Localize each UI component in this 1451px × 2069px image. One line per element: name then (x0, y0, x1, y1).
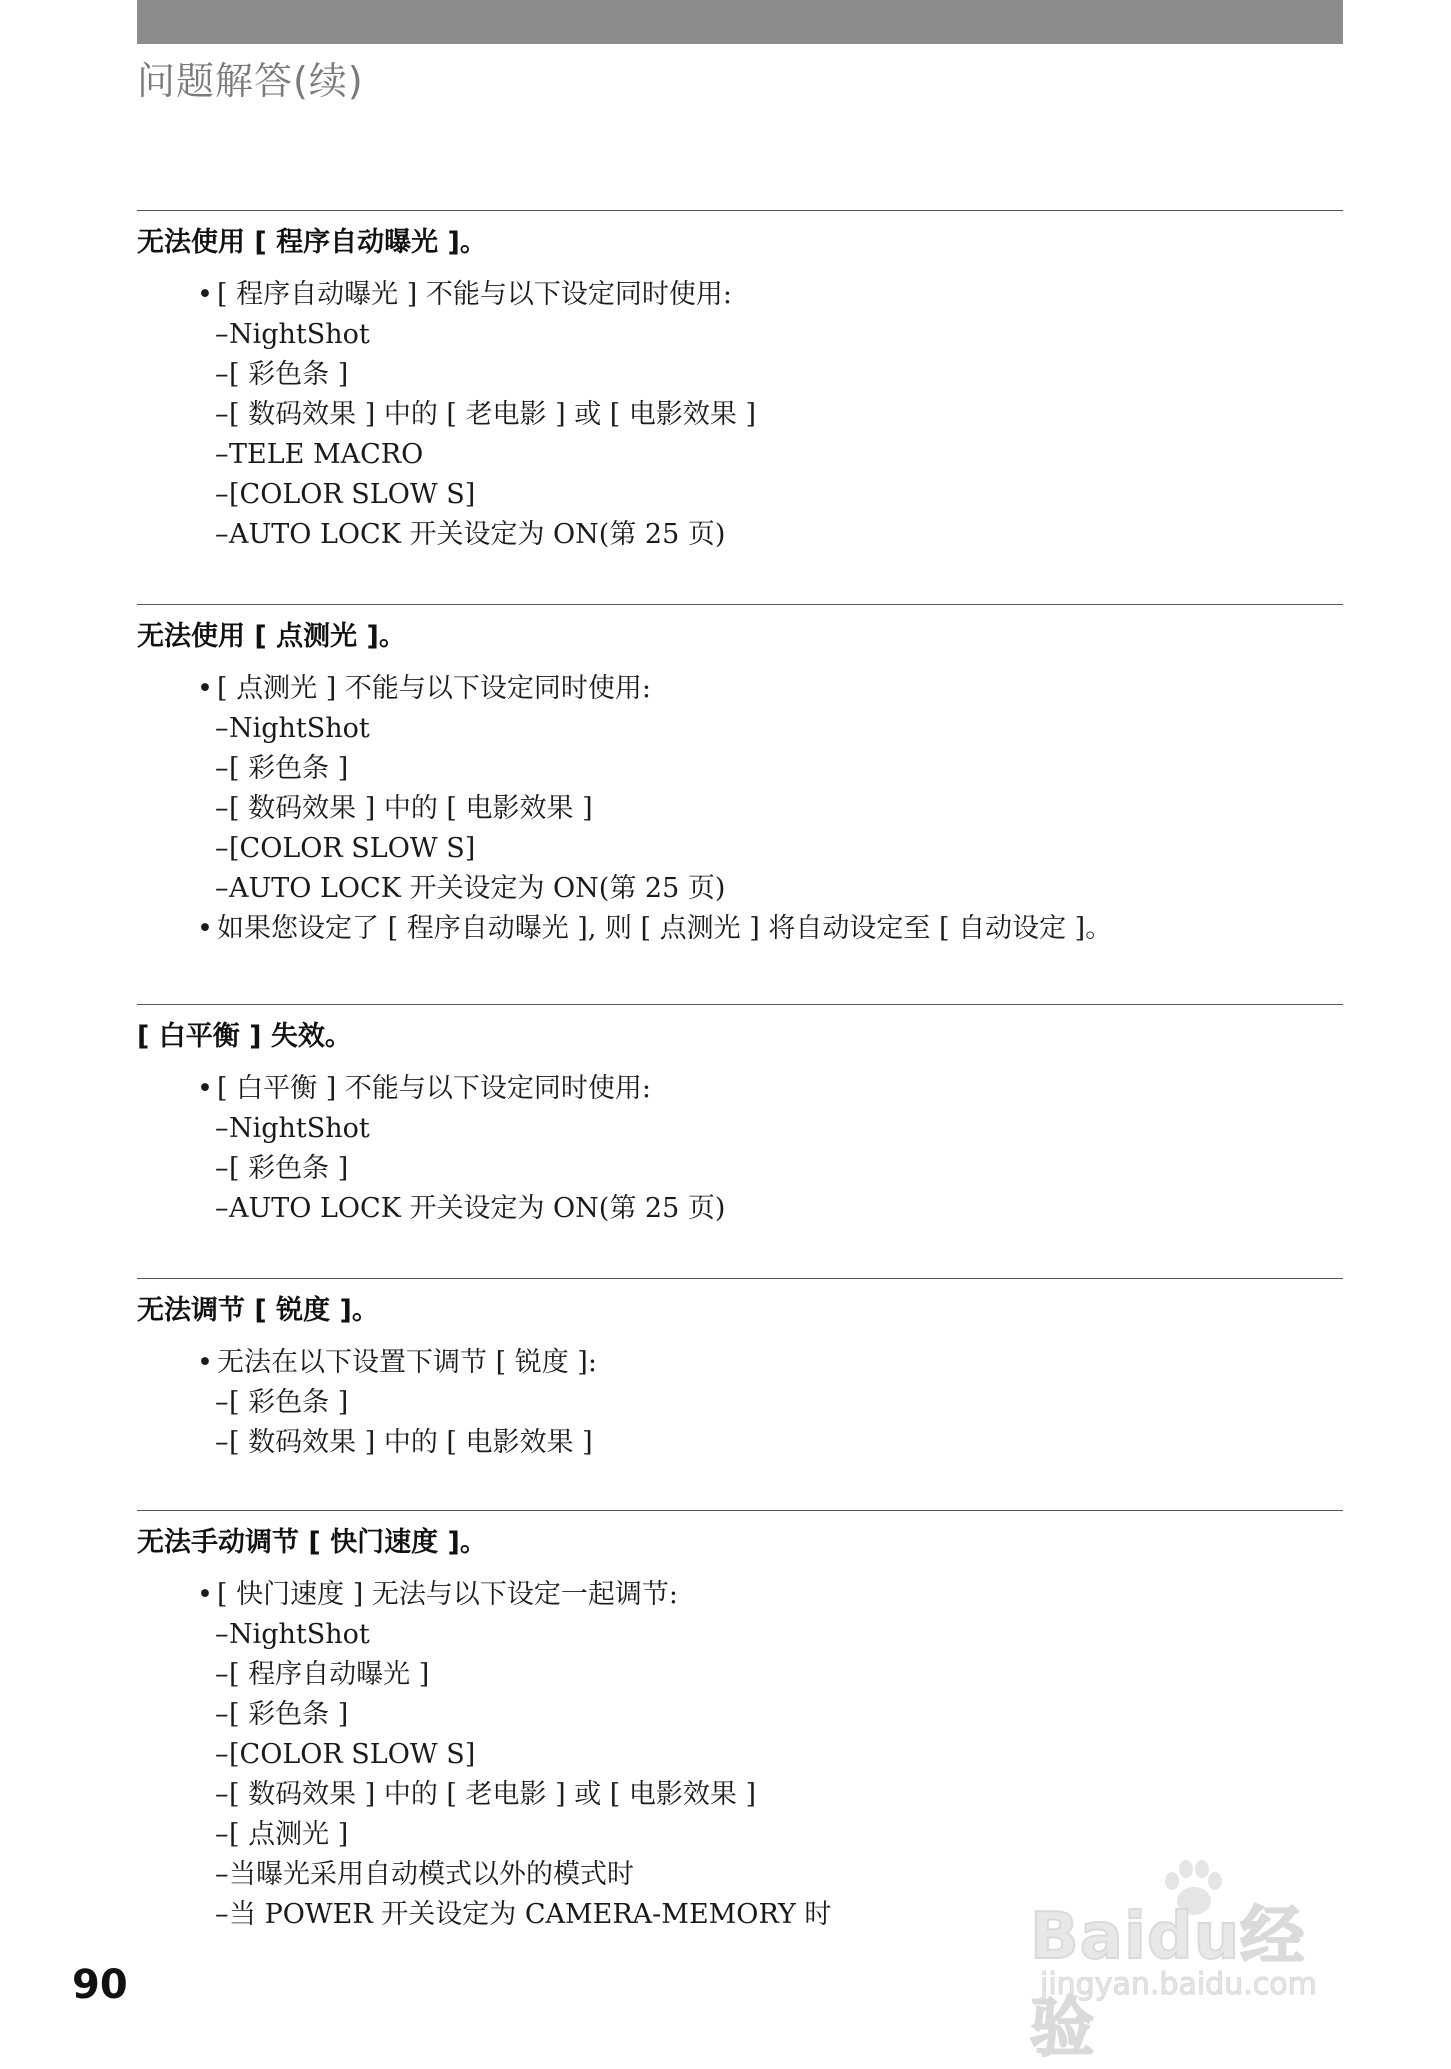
watermark-logo-text: Baidu经验 (1030, 1900, 1306, 2066)
dash-marker: – (215, 713, 229, 744)
section-body (137, 1343, 1343, 1463)
dash-marker: – (215, 1779, 229, 1810)
dash-marker: – (215, 1899, 229, 1930)
item-text: [COLOR SLOW S] (229, 833, 476, 864)
item-text: 无法在以下设置下调节 [ 锐度 ]: (217, 1347, 597, 1378)
section-body (137, 275, 1343, 555)
dash-marker: – (215, 1113, 229, 1144)
page-number: 90 (72, 1962, 128, 2008)
dash-item (137, 1735, 1343, 1775)
dash-item (137, 355, 1343, 395)
dash-marker: – (215, 1153, 229, 1184)
dash-item (137, 1189, 1343, 1229)
item-text: [ 点测光 ] 不能与以下设定同时使用: (217, 673, 651, 704)
dash-item (137, 1423, 1343, 1463)
bullet-marker: • (197, 279, 213, 310)
dash-marker: – (215, 1193, 229, 1224)
item-text: 如果您设定了 [ 程序自动曝光 ], 则 [ 点测光 ] 将自动设定至 [ 自动设定 ]。 (217, 913, 1113, 944)
bullet-marker: • (197, 913, 213, 944)
dash-item (137, 1815, 1343, 1855)
section-body (137, 1069, 1343, 1229)
dash-marker: – (215, 1739, 229, 1770)
dash-item (137, 1695, 1343, 1735)
bullet-item (137, 909, 1343, 949)
dash-item (137, 749, 1343, 789)
bullet-marker: • (197, 1073, 213, 1104)
dash-item (137, 435, 1343, 475)
dash-marker: – (215, 793, 229, 824)
item-text: NightShot (229, 713, 370, 744)
item-text: 当曝光采用自动模式以外的模式时 (229, 1859, 634, 1890)
bullet-marker: • (197, 673, 213, 704)
item-text: [ 白平衡 ] 不能与以下设定同时使用: (217, 1073, 651, 1104)
dash-marker: – (215, 833, 229, 864)
dash-marker: – (215, 519, 229, 550)
item-text: [ 彩色条 ] (229, 1387, 349, 1418)
bullet-item (137, 669, 1343, 709)
item-text: [ 彩色条 ] (229, 359, 349, 390)
item-text: [ 数码效果 ] 中的 [ 电影效果 ] (229, 793, 593, 824)
item-text: NightShot (229, 1619, 370, 1650)
dash-marker: – (215, 873, 229, 904)
item-text: [ 数码效果 ] 中的 [ 老电影 ] 或 [ 电影效果 ] (229, 1779, 757, 1810)
header-bar (137, 0, 1343, 44)
bullet-item (137, 275, 1343, 315)
item-text: TELE MACRO (229, 439, 424, 470)
bullet-item (137, 1069, 1343, 1109)
item-text: NightShot (229, 1113, 370, 1144)
watermark-url: jingyan.baidu.com (1040, 1967, 1317, 2002)
item-text: [ 彩色条 ] (229, 753, 349, 784)
item-text: [ 数码效果 ] 中的 [ 老电影 ] 或 [ 电影效果 ] (229, 399, 757, 430)
dash-marker: – (215, 1619, 229, 1650)
section-title: 无法使用 [ 程序自动曝光 ]。 (137, 227, 487, 258)
faq-section (137, 604, 1343, 949)
item-text: [ 点测光 ] (229, 1819, 349, 1850)
item-text: [ 彩色条 ] (229, 1699, 349, 1730)
section-title: 无法使用 [ 点测光 ]。 (137, 621, 406, 652)
dash-item (137, 829, 1343, 869)
dash-marker: – (215, 359, 229, 390)
item-text: AUTO LOCK 开关设定为 ON(第 25 页) (229, 873, 726, 904)
dash-item (137, 315, 1343, 355)
faq-section (137, 1278, 1343, 1463)
dash-marker: – (215, 479, 229, 510)
page-title: 问题解答(续) (137, 59, 364, 103)
dash-marker: – (215, 1659, 229, 1690)
dash-marker: – (215, 319, 229, 350)
dash-item (137, 789, 1343, 829)
dash-item (137, 869, 1343, 909)
dash-item (137, 1109, 1343, 1149)
dash-item (137, 1383, 1343, 1423)
item-text: [ 数码效果 ] 中的 [ 电影效果 ] (229, 1427, 593, 1458)
item-text: [ 彩色条 ] (229, 1153, 349, 1184)
dash-marker: – (215, 399, 229, 430)
dash-marker: – (215, 1699, 229, 1730)
bullet-marker: • (197, 1579, 213, 1610)
item-text: NightShot (229, 319, 370, 350)
dash-marker: – (215, 1859, 229, 1890)
dash-item (137, 709, 1343, 749)
item-text: [ 程序自动曝光 ] (229, 1659, 430, 1690)
dash-item (137, 1655, 1343, 1695)
section-title: [ 白平衡 ] 失效。 (137, 1021, 352, 1052)
dash-marker: – (215, 1387, 229, 1418)
bullet-item (137, 1575, 1343, 1615)
dash-item (137, 515, 1343, 555)
faq-section (137, 1004, 1343, 1229)
item-text: [COLOR SLOW S] (229, 1739, 476, 1770)
item-text: [ 程序自动曝光 ] 不能与以下设定同时使用: (217, 279, 732, 310)
dash-item (137, 1775, 1343, 1815)
bullet-marker: • (197, 1347, 213, 1378)
dash-item (137, 1149, 1343, 1189)
bullet-item (137, 1343, 1343, 1383)
dash-item (137, 395, 1343, 435)
item-text: [ 快门速度 ] 无法与以下设定一起调节: (217, 1579, 678, 1610)
watermark (1030, 1865, 1370, 2066)
section-body (137, 669, 1343, 949)
dash-marker: – (215, 1819, 229, 1850)
dash-marker: – (215, 439, 229, 470)
item-text: [COLOR SLOW S] (229, 479, 476, 510)
item-text: AUTO LOCK 开关设定为 ON(第 25 页) (229, 1193, 726, 1224)
section-title: 无法调节 [ 锐度 ]。 (137, 1295, 379, 1326)
dash-marker: – (215, 753, 229, 784)
dash-item (137, 1615, 1343, 1655)
faq-section (137, 210, 1343, 555)
dash-item (137, 475, 1343, 515)
section-title: 无法手动调节 [ 快门速度 ]。 (137, 1527, 487, 1558)
item-text: 当 POWER 开关设定为 CAMERA-MEMORY 时 (229, 1899, 832, 1930)
item-text: AUTO LOCK 开关设定为 ON(第 25 页) (229, 519, 726, 550)
dash-marker: – (215, 1427, 229, 1458)
